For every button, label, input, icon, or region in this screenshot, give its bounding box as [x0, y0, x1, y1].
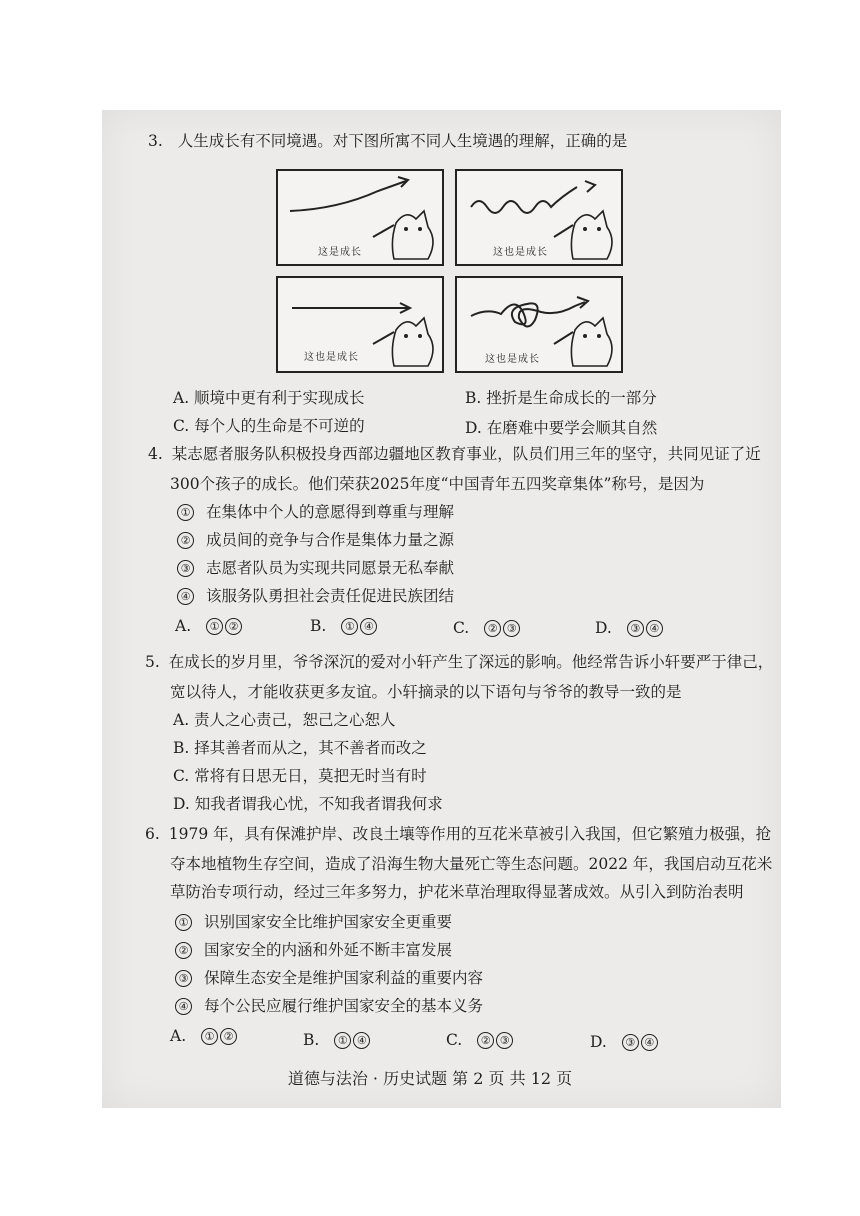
q6-choice-d-mark-1: ③ [622, 1034, 639, 1051]
q6-stem-line-3: 草防治专项行动，经过三年多努力，护花米草治理取得显著成效。从引入到防治表明 [170, 883, 744, 901]
q6-item-2-mark: ② [175, 942, 192, 959]
page-footer: 道德与法治 · 历史试题 第 2 页 共 12 页 [287, 1069, 573, 1088]
q4-stem-text-1: 某志愿者服务队积极投身西部边疆地区教育事业，队员们用三年的坚守，共同见证了近 [171, 445, 761, 463]
q6-item-3-text: 保障生态安全是维护国家利益的重要内容 [204, 969, 484, 987]
q4-item-3-mark: ③ [177, 560, 194, 577]
q3-stem [148, 127, 627, 155]
q6-choice-c-mark-2: ③ [496, 1032, 513, 1049]
q5-option-b[interactable]: B. 择其善者而从之，其不善者而改之 [173, 739, 427, 757]
comic-caption-4: 这也是成长 [485, 354, 540, 365]
straight-arrow-icon [278, 278, 442, 371]
q4-item-2-mark: ② [177, 532, 194, 549]
q6-stem-line-2: 夺本地植物生存空间，造成了沿海生物大量死亡等生态问题。2022 年，我国启动互花米 [170, 855, 773, 873]
q4-choice-d-letter: D. [595, 619, 612, 637]
q6-item-1-text: 识别国家安全比维护国家安全更重要 [204, 913, 453, 931]
q6-item-3-mark: ③ [175, 970, 192, 987]
q6-item-3 [175, 964, 483, 992]
q4-choice-d[interactable] [595, 614, 663, 642]
q4-choice-a-mark-2: ② [225, 618, 242, 635]
q6-item-4-mark: ④ [175, 998, 192, 1015]
q4-item-2-text: 成员间的竞争与合作是集体力量之源 [206, 531, 455, 549]
q6-choice-b-mark-2: ④ [353, 1032, 370, 1049]
q6-item-4 [175, 992, 483, 1020]
q6-choice-b[interactable] [303, 1026, 370, 1054]
q4-choice-c-mark-1: ② [484, 620, 501, 637]
q6-choice-a-mark-1: ① [201, 1028, 218, 1045]
q6-stem-line-1 [145, 820, 771, 848]
q4-choice-c-letter: C. [453, 619, 470, 637]
q4-choice-c[interactable] [453, 614, 520, 642]
comic-caption-2: 这也是成长 [493, 247, 548, 258]
q4-item-1-text: 在集体中个人的意愿得到尊重与理解 [206, 503, 455, 521]
q5-option-d[interactable]: D. 知我者谓我心忧，不知我者谓我何求 [173, 795, 443, 813]
q6-choice-b-mark-1: ① [334, 1032, 351, 1049]
q4-number: 4. [148, 445, 163, 463]
q6-choice-c-mark-1: ② [477, 1032, 494, 1049]
q3-option-b[interactable]: B. 挫折是生命成长的一部分 [465, 389, 657, 407]
q6-item-1 [175, 908, 452, 936]
q4-choice-b-mark-2: ④ [360, 618, 377, 635]
q3-number: 3. [148, 132, 163, 150]
q6-number: 6. [145, 825, 160, 843]
q4-stem-line-1 [148, 440, 761, 468]
q6-choice-b-letter: B. [303, 1031, 320, 1049]
q6-choice-c[interactable] [446, 1026, 513, 1054]
q5-stem-text-1: 在成长的岁月里，爷爷深沉的爱对小轩产生了深远的影响。他经常告诉小轩要严于律己， [168, 653, 774, 671]
q4-choice-b-letter: B. [310, 617, 327, 635]
q6-choice-d-mark-2: ④ [641, 1034, 658, 1051]
q6-choice-a[interactable] [170, 1022, 237, 1050]
q4-choice-c-mark-2: ③ [503, 620, 520, 637]
q4-item-1 [177, 498, 454, 526]
q5-stem-line-2: 宽以待人，才能收获更多友谊。小轩摘录的以下语句与爷爷的教导一致的是 [170, 683, 682, 701]
q4-item-4 [177, 582, 454, 610]
comic-panel-3 [276, 276, 444, 373]
q4-choice-a-mark-1: ① [206, 618, 223, 635]
q4-item-3 [177, 554, 454, 582]
q4-choice-b[interactable] [310, 612, 377, 640]
q6-item-2-text: 国家安全的内涵和外延不断丰富发展 [204, 941, 453, 959]
q6-choice-d-letter: D. [590, 1033, 607, 1051]
comic-panel-2 [455, 169, 623, 266]
q5-number: 5. [145, 653, 160, 671]
q6-item-2 [175, 936, 452, 964]
q5-option-a[interactable]: A. 责人之心责己，恕己之心恕人 [173, 711, 396, 729]
q6-stem-text-1: 1979 年，具有保滩护岸、改良土壤等作用的互花米草被引入我国，但它繁殖力极强，抢 [168, 825, 772, 843]
q4-item-4-text: 该服务队勇担社会责任促进民族团结 [206, 587, 455, 605]
q3-stem-text: 人生成长有不同境遇。对下图所寓不同人生境遇的理解，正确的是 [177, 132, 628, 150]
q6-choice-d[interactable] [590, 1028, 658, 1056]
q4-stem-line-2: 300个孩子的成长。他们荣获2025年度“中国青年五四奖章集体”称号，是因为 [170, 475, 705, 493]
q6-item-4-text: 每个公民应履行维护国家安全的基本义务 [204, 997, 484, 1015]
q6-choice-c-letter: C. [446, 1031, 463, 1049]
q4-item-1-mark: ① [177, 504, 194, 521]
q6-choice-a-letter: A. [170, 1027, 187, 1045]
q6-item-1-mark: ① [175, 914, 192, 931]
q4-item-2 [177, 526, 454, 554]
q4-choice-b-mark-1: ① [341, 618, 358, 635]
q4-choice-a[interactable] [175, 612, 242, 640]
q6-choice-a-mark-2: ② [220, 1028, 237, 1045]
q4-choice-a-letter: A. [175, 617, 192, 635]
q4-choice-d-mark-1: ③ [627, 620, 644, 637]
comic-panel-1 [276, 169, 444, 266]
q3-option-d[interactable]: D. 在磨难中要学会顺其自然 [465, 419, 658, 437]
comic-caption-3: 这也是成长 [304, 352, 359, 363]
q5-option-c[interactable]: C. 常将有日思无日，莫把无时当有时 [173, 767, 427, 785]
q4-choice-d-mark-2: ④ [646, 620, 663, 637]
comic-caption-1: 这是成长 [318, 247, 362, 258]
q5-stem-line-1 [145, 648, 773, 676]
q4-item-3-text: 志愿者队员为实现共同愿景无私奉献 [206, 559, 455, 577]
comic-panel-4 [455, 276, 623, 373]
q4-item-4-mark: ④ [177, 588, 194, 605]
q3-option-c[interactable]: C. 每个人的生命是不可逆的 [173, 417, 365, 435]
q3-option-a[interactable]: A. 顺境中更有利于实现成长 [173, 389, 365, 407]
